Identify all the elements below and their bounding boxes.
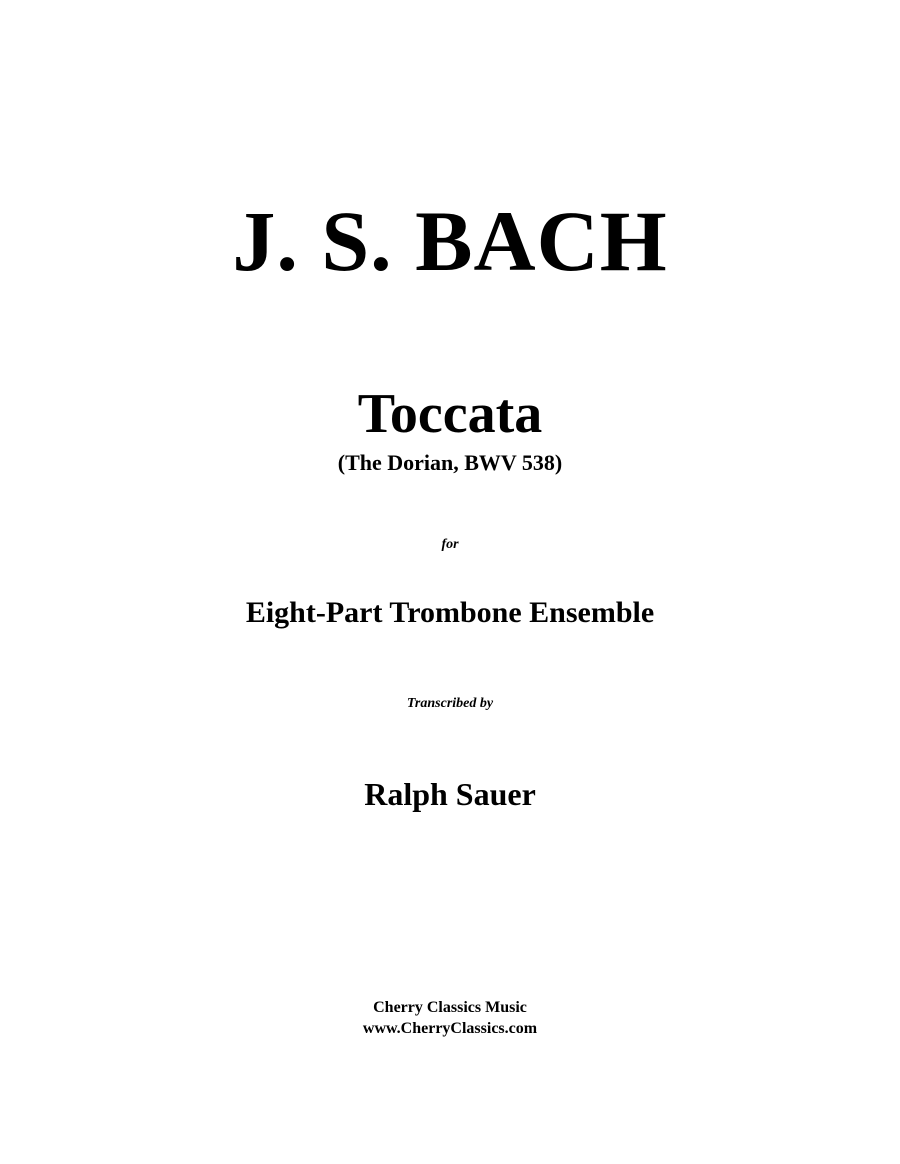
work-title: Toccata [357, 383, 543, 445]
for-label: for [441, 537, 459, 552]
work-subtitle: (The Dorian, BWV 538) [337, 450, 563, 475]
publisher-name: Cherry Classics Music [373, 999, 527, 1016]
arranger-name: Ralph Sauer [364, 776, 536, 812]
transcribed-by-label: Transcribed by [406, 696, 494, 711]
publisher-website: www.CherryClassics.com [362, 1020, 538, 1037]
composer-name: J. S. BACH [232, 193, 668, 289]
ensemble-name: Eight-Part Trombone Ensemble [245, 596, 655, 629]
